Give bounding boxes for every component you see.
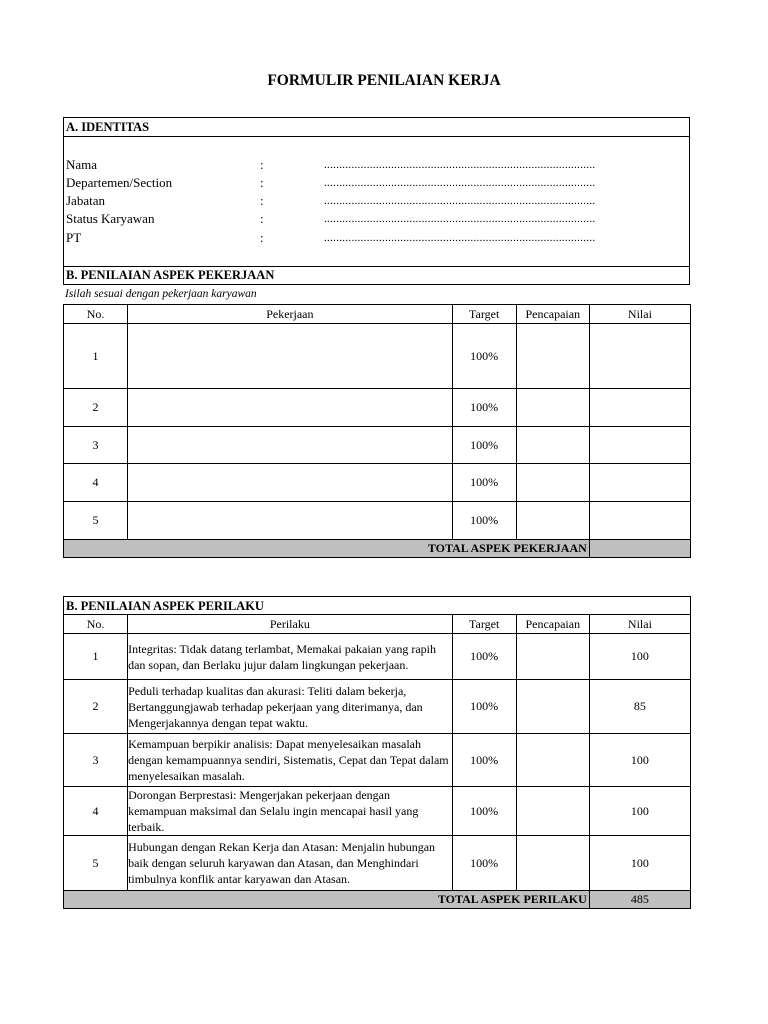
identity-fill-line[interactable]: ......................................................................................... [324, 195, 596, 207]
col-header-perilaku: Perilaku [128, 615, 453, 634]
col-header-pencapaian: Pencapaian [516, 305, 589, 324]
pencapaian-cell[interactable] [516, 389, 589, 427]
col-header-pekerjaan: Pekerjaan [128, 305, 453, 324]
identity-fill-line[interactable]: ......................................................................................... [324, 159, 596, 171]
total-label: TOTAL ASPEK PEKERJAAN [64, 540, 590, 558]
table-header-row [64, 615, 691, 634]
col-header-pencapaian: Pencapaian [516, 615, 589, 634]
col-header-target: Target [452, 305, 516, 324]
row-number: 5 [64, 502, 128, 540]
identity-label: Status Karyawan [66, 211, 155, 226]
nilai-cell[interactable]: 100 [589, 787, 690, 836]
behavior-aspect-heading: B. PENILAIAN ASPEK PERILAKU [63, 596, 691, 615]
nilai-cell[interactable] [589, 389, 690, 427]
table-row [64, 836, 691, 891]
total-label: TOTAL ASPEK PERILAKU [64, 891, 590, 909]
identity-colon: : [260, 157, 264, 172]
row-number: 1 [64, 324, 128, 389]
nilai-cell[interactable]: 85 [589, 680, 690, 734]
pekerjaan-cell[interactable] [128, 464, 453, 502]
col-header-no: No. [64, 305, 128, 324]
work-aspect-note: Isilah sesuai dengan pekerjaan karyawan [65, 288, 257, 300]
identity-section [63, 117, 690, 267]
pencapaian-cell[interactable] [516, 787, 589, 836]
identity-colon: : [260, 211, 264, 226]
col-header-no: No. [64, 615, 128, 634]
target-cell: 100% [452, 502, 516, 540]
pencapaian-cell[interactable] [516, 427, 589, 464]
table-row [64, 389, 691, 427]
target-cell: 100% [452, 324, 516, 389]
target-cell: 100% [452, 734, 516, 787]
target-cell: 100% [452, 680, 516, 734]
nilai-cell[interactable]: 100 [589, 836, 690, 891]
row-number: 3 [64, 427, 128, 464]
work-aspect-table [63, 304, 691, 558]
col-header-nilai: Nilai [589, 305, 690, 324]
table-row [64, 502, 691, 540]
identity-label: Jabatan [66, 193, 105, 208]
target-cell: 100% [452, 464, 516, 502]
target-cell: 100% [452, 389, 516, 427]
row-number: 1 [64, 634, 128, 680]
identity-colon: : [260, 175, 264, 190]
identity-fill-line[interactable]: ......................................................................................... [324, 213, 596, 225]
identity-colon: : [260, 230, 264, 245]
identity-label: Departemen/Section [66, 175, 173, 190]
nilai-cell[interactable] [589, 464, 690, 502]
pencapaian-cell[interactable] [516, 734, 589, 787]
row-number: 4 [64, 464, 128, 502]
pencapaian-cell[interactable] [516, 680, 589, 734]
table-row [64, 324, 691, 389]
pencapaian-cell[interactable] [516, 464, 589, 502]
pekerjaan-cell[interactable] [128, 324, 453, 389]
work-aspect-heading: B. PENILAIAN ASPEK PEKERJAAN [63, 266, 690, 285]
perilaku-cell: Hubungan dengan Rekan Kerja dan Atasan: Menjalin hubungan baik dengan seluruh karyawan dan Atasan, dan Menghindari timbulnya konflik antar karyawan dan Atasan. [128, 836, 453, 891]
table-row [64, 427, 691, 464]
identity-fill-line[interactable]: ......................................................................................... [324, 232, 596, 244]
table-row [64, 464, 691, 502]
target-cell: 100% [452, 634, 516, 680]
total-value: 485 [589, 891, 690, 909]
nilai-cell[interactable]: 100 [589, 734, 690, 787]
nilai-cell[interactable] [589, 427, 690, 464]
pencapaian-cell[interactable] [516, 836, 589, 891]
row-number: 3 [64, 734, 128, 787]
row-number: 5 [64, 836, 128, 891]
identity-fill-line[interactable]: ......................................................................................... [324, 177, 596, 189]
pekerjaan-cell[interactable] [128, 389, 453, 427]
total-row-perilaku [64, 891, 691, 909]
perilaku-cell: Integritas: Tidak datang terlambat, Memakai pakaian yang rapih dan sopan, dan Berlaku jujur dalam lingkungan pekerjaan. [128, 634, 453, 680]
pencapaian-cell[interactable] [516, 324, 589, 389]
nilai-cell[interactable] [589, 324, 690, 389]
row-number: 2 [64, 389, 128, 427]
target-cell: 100% [452, 787, 516, 836]
identity-colon: : [260, 193, 264, 208]
pencapaian-cell[interactable] [516, 502, 589, 540]
table-row [64, 787, 691, 836]
pencapaian-cell[interactable] [516, 634, 589, 680]
total-value [589, 540, 690, 558]
row-number: 2 [64, 680, 128, 734]
pekerjaan-cell[interactable] [128, 502, 453, 540]
col-header-target: Target [452, 615, 516, 634]
row-number: 4 [64, 787, 128, 836]
nilai-cell[interactable]: 100 [589, 634, 690, 680]
perilaku-cell: Kemampuan berpikir analisis: Dapat menyelesaikan masalah dengan kemampuannya sendiri, Sistematis, Cepat dan Tepat dalam menyelesaikan masalah. [128, 734, 453, 787]
table-row [64, 680, 691, 734]
identity-label: PT [66, 230, 82, 245]
identity-heading: A. IDENTITAS [64, 118, 689, 137]
identity-label: Nama [66, 157, 98, 172]
total-row-pekerjaan [64, 540, 691, 558]
target-cell: 100% [452, 427, 516, 464]
table-row [64, 734, 691, 787]
form-title: FORMULIR PENILAIAN KERJA [267, 72, 501, 89]
table-header-row [64, 305, 691, 324]
table-row [64, 634, 691, 680]
pekerjaan-cell[interactable] [128, 427, 453, 464]
perilaku-cell: Peduli terhadap kualitas dan akurasi: Teliti dalam bekerja, Bertanggungjawab terhadap pekerjaan yang diterimanya, dan Mengerjakannya dengan tepat waktu. [128, 680, 453, 734]
col-header-nilai: Nilai [589, 615, 690, 634]
perilaku-cell: Dorongan Berprestasi: Mengerjakan pekerjaan dengan kemampuan maksimal dan Selalu ingin mencapai hasil yang terbaik. [128, 787, 453, 836]
target-cell: 100% [452, 836, 516, 891]
nilai-cell[interactable] [589, 502, 690, 540]
behavior-aspect-table [63, 614, 691, 909]
